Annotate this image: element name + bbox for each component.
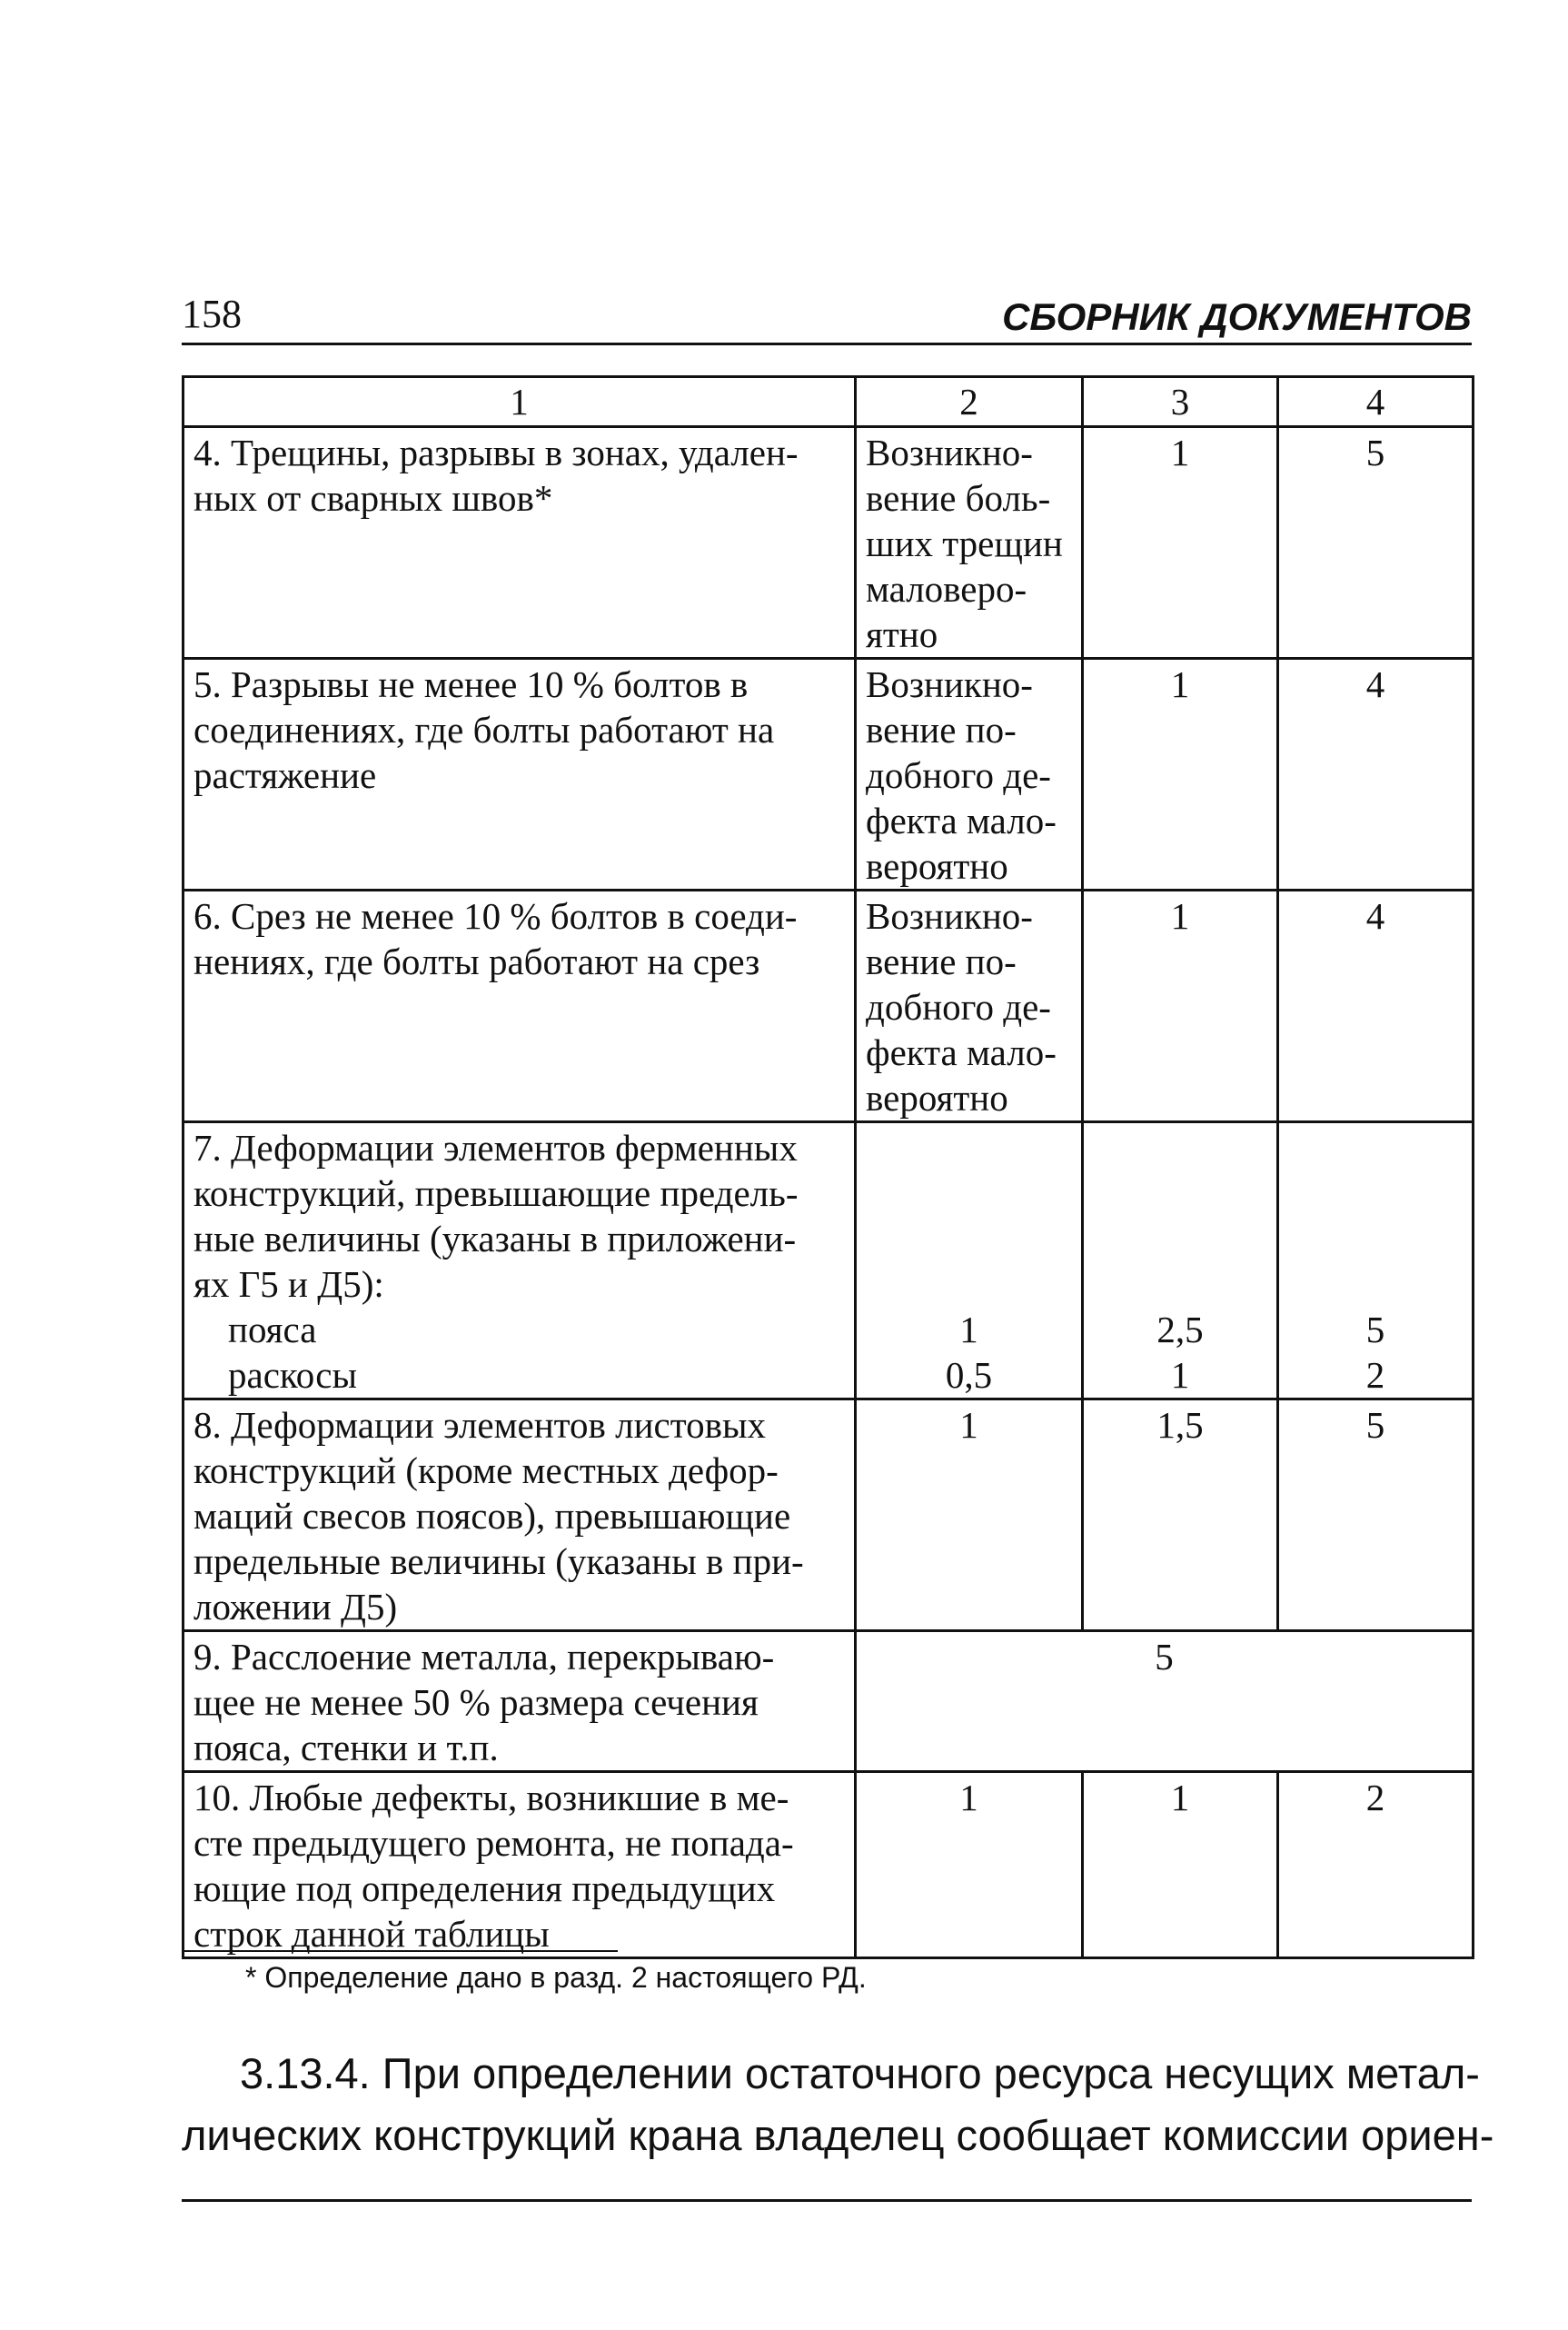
value-cell: 5 [1278,427,1474,659]
paragraph-line: 3.13.4. При определении остаточного ресурса несущих метал- [240,2049,1480,2097]
footnote: * Определение дано в разд. 2 настоящего РД. [245,1961,867,1994]
likelihood-cell: Возникно- вение по- добного де- фекта мало- вероятно [856,891,1083,1122]
value-cell: 1,5 [1083,1399,1278,1631]
likelihood-cell: Возникно- вение по- добного де- фекта мало- вероятно [856,659,1083,891]
table-row [184,1122,1474,1399]
table-row [184,1399,1474,1631]
table-row [184,1772,1474,1958]
bottom-divider [182,2199,1472,2202]
defect-description: 6. Срез не менее 10 % болтов в соеди- нениях, где болты работают на срез [184,891,856,1122]
likelihood-cell: Возникно- вение боль- ших трещин маловеро- ятно [856,427,1083,659]
defect-description: 7. Деформации элементов ферменных конструкций, превышающие предель- ные величины (указаны в приложени- ях Г5 и Д5): пояса раскосы [184,1122,856,1399]
paragraph-line: лических конструкций крана владелец сообщает комиссии ориен- [182,2111,1494,2159]
value-cell: 4 [1278,659,1474,891]
value-cell: 1 [1083,891,1278,1122]
value-cell: 4 [1278,891,1474,1122]
body-paragraph [182,2043,1494,2166]
value-cell: 1 0,5 [856,1122,1083,1399]
page-number: 158 [182,292,242,336]
running-title: СБОРНИК ДОКУМЕНТОВ [1002,295,1472,338]
value-cell: 1 [856,1772,1083,1958]
value-cell: 1 [1083,427,1278,659]
page-header [182,291,1472,345]
table-header-row [184,377,1474,427]
sub-item-label: пояса [228,1309,317,1350]
defect-description: 8. Деформации элементов листовых конструкций (кроме местных дефор- маций свесов поясов), превышающие предельные величины (указаны в при- ложении Д5) [184,1399,856,1631]
value-cell: 1 [1083,659,1278,891]
merged-value-cell: 5 [856,1631,1474,1772]
defect-description: 5. Разрывы не менее 10 % болтов в соединениях, где болты работают на растяжение [184,659,856,891]
column-header: 1 [184,377,856,427]
column-header: 3 [1083,377,1278,427]
value-cell: 5 [1278,1399,1474,1631]
column-header: 2 [856,377,1083,427]
table-row [184,659,1474,891]
value-cell: 2 [1278,1772,1474,1958]
table-row [184,427,1474,659]
value-cell: 1 [1083,1772,1278,1958]
value-cell: 2,5 1 [1083,1122,1278,1399]
table-row [184,1631,1474,1772]
column-header: 4 [1278,377,1474,427]
table-row [184,891,1474,1122]
value-cell: 5 2 [1278,1122,1474,1399]
sub-item-label: раскосы [228,1354,357,1396]
defects-table [182,375,1474,1959]
footnote-divider [182,1950,618,1952]
defect-description: 9. Расслоение металла, перекрываю- щее не менее 50 % размера сечения пояса, стенки и т.п. [184,1631,856,1772]
value-cell: 1 [856,1399,1083,1631]
defect-description: 4. Трещины, разрывы в зонах, удален- ных от сварных швов* [184,427,856,659]
defect-description: 10. Любые дефекты, возникшие в ме- сте предыдущего ремонта, не попада- ющие под определения предыдущих строк данной таблицы [184,1772,856,1958]
